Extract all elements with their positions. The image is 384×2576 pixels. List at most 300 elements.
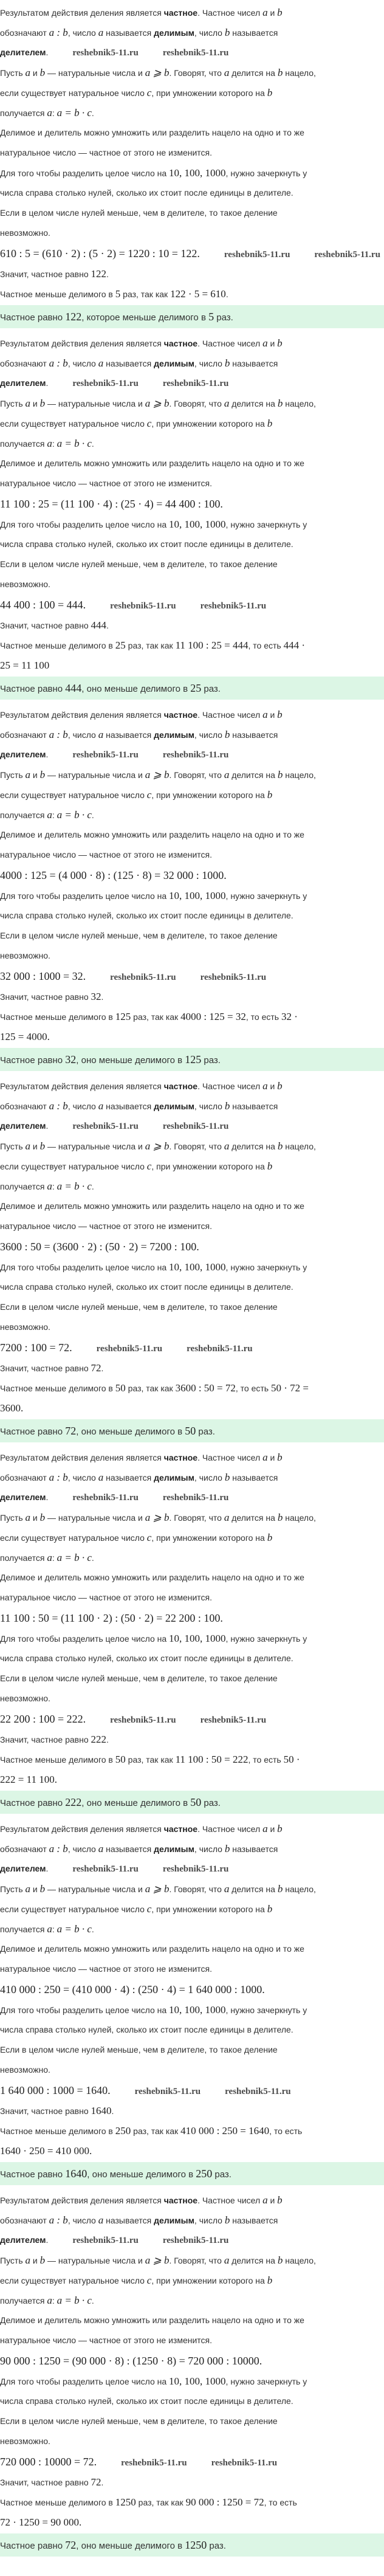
text: Результатом действия деления является — [0, 2195, 164, 2205]
text: называется — [103, 1473, 154, 1483]
text: Частное меньше делимого в — [0, 1755, 115, 1765]
text: , то есть — [235, 1383, 271, 1393]
bold-term: делимым — [154, 1101, 194, 1111]
text: получается — [0, 108, 47, 118]
text: , оно меньше делимого в — [76, 2541, 185, 2551]
math: 10, 100, 1000 — [169, 2004, 226, 2016]
text: получается — [0, 810, 47, 820]
math: 72 — [65, 2539, 77, 2551]
divisible-line — [0, 1527, 384, 1548]
math: a — [224, 1140, 230, 1152]
zeros-line — [0, 886, 384, 906]
text: . Говорят, что — [169, 1142, 224, 1151]
math: a — [224, 1512, 230, 1523]
impossible-line — [0, 203, 384, 223]
text: , число — [194, 1844, 225, 1854]
divisible-line — [0, 413, 384, 433]
text: если существует натуральное число — [0, 2276, 147, 2285]
text: если существует натуральное число — [0, 419, 147, 429]
calculation — [0, 1709, 384, 1729]
text: называется — [103, 730, 154, 740]
zeros-line — [0, 1628, 384, 1648]
text: нацело, — [283, 68, 316, 78]
text: Результатом действия деления является — [0, 710, 164, 720]
intro-line — [0, 745, 384, 765]
text: раз, так как — [125, 1755, 176, 1765]
watermark: reshebnik5-11.ru — [314, 250, 380, 260]
math: b — [224, 2214, 230, 2226]
text: . — [91, 1553, 94, 1563]
text: , число — [194, 28, 225, 38]
calculation-text: 11 100 : 50 = (11 100 · 2) : (50 · 2) = 22 200 : 100. — [0, 1612, 223, 1624]
text: числа справа столько нулей, сколько их стоит после единицы в делителе. — [0, 2396, 293, 2406]
watermark: reshebnik5-11.ru — [225, 2087, 291, 2096]
text: , нужно зачеркнуть у — [225, 1262, 307, 1272]
text: . — [91, 1924, 94, 1934]
math: 1640 · 250 = 410 000. — [0, 2145, 92, 2157]
text: натуральное число — частное от этого не изменится. — [0, 478, 213, 488]
math: a — [47, 1180, 52, 1192]
therefore-line — [0, 1729, 384, 1749]
text: обозначают — [0, 359, 49, 368]
calculation — [0, 594, 384, 615]
text: называется — [103, 1844, 154, 1854]
text: Значит, частное равно — [0, 2478, 91, 2487]
text: . — [46, 1121, 49, 1131]
math: a : b — [49, 1100, 68, 1112]
bold-term: делимым — [154, 1844, 194, 1854]
divisible-line — [0, 1879, 384, 1899]
text: и — [267, 1081, 278, 1091]
math: a — [47, 809, 52, 821]
bold-term: делителем — [0, 47, 46, 57]
text: невозможно. — [0, 579, 50, 589]
bold-term: делителем — [0, 1864, 46, 1873]
text: Частное меньше делимого в — [0, 1383, 115, 1393]
math: b — [224, 1472, 230, 1483]
math: b — [277, 2254, 283, 2266]
text: раз, так как — [125, 641, 176, 650]
divisible-line — [0, 2290, 384, 2310]
math: b — [224, 1843, 230, 1855]
text: если существует натуральное число — [0, 1533, 147, 1543]
impossible-line — [0, 946, 384, 966]
therefore-line — [0, 615, 384, 635]
divisible-line — [0, 1507, 384, 1527]
intro-line — [0, 2210, 384, 2230]
calculation-text: 610 : 5 = (610 · 2) : (5 · 2) = 1220 : 10 = 122. — [0, 247, 200, 260]
text: : — [52, 1182, 57, 1191]
text: . — [91, 2296, 94, 2306]
text: : — [52, 108, 57, 118]
text: . — [46, 1864, 49, 1873]
math: 50 · 72 = — [270, 1382, 309, 1394]
text: . Говорят, что — [169, 2256, 224, 2265]
text: , при умножении которого на — [151, 1904, 267, 1914]
math: b — [267, 418, 273, 429]
text: натуральное число — частное от этого не изменится. — [0, 2335, 213, 2345]
divisible-line — [0, 1136, 384, 1156]
watermark: reshebnik5-11.ru — [162, 1864, 229, 1874]
bold-term: частное — [163, 1453, 198, 1462]
calculation-text: 4000 : 125 = (4 000 · 8) : (125 · 8) = 32 000 : 1000. — [0, 869, 227, 881]
math: 410 000 : 250 = 1640 — [180, 2125, 270, 2137]
text: Делимое и делитель можно умножить или разделить нацело на одно и то же — [0, 2315, 304, 2325]
math: b — [277, 337, 283, 349]
watermark: reshebnik5-11.ru — [110, 973, 176, 982]
math: 222 — [91, 1734, 107, 1745]
impossible-line — [0, 1297, 384, 1317]
text: Для того чтобы разделить целое число на — [0, 2377, 170, 2386]
text: Для того чтобы разделить целое число на — [0, 1634, 170, 1644]
text: делится на — [229, 1142, 278, 1151]
impossible-line — [0, 2040, 384, 2060]
bold-term: частное — [163, 710, 198, 720]
text: Частное меньше делимого в — [0, 1012, 115, 1022]
math: a ⩾ b — [145, 1883, 170, 1895]
calculation — [0, 966, 384, 987]
text: и — [267, 710, 278, 720]
math: b — [277, 2194, 283, 2206]
intro-line — [0, 43, 384, 63]
math: a ⩾ b — [145, 67, 170, 78]
therefore-line — [0, 264, 384, 284]
text: невозможно. — [0, 1693, 50, 1703]
text: раз, так как — [131, 1012, 181, 1022]
watermark: reshebnik5-11.ru — [162, 48, 229, 58]
math: b — [267, 2275, 273, 2286]
text: . Частное чисел — [197, 1081, 263, 1091]
text: : — [52, 1553, 57, 1563]
divisible-line — [0, 805, 384, 825]
math: b — [267, 1532, 273, 1543]
math: 10, 100, 1000 — [169, 518, 226, 530]
intro-line — [0, 373, 384, 393]
watermark: reshebnik5-11.ru — [134, 2087, 201, 2096]
text: раз. — [201, 1055, 221, 1066]
text: называется — [230, 730, 278, 740]
intro-line — [0, 704, 384, 725]
text: делится на — [229, 770, 278, 780]
text: раз, так как — [120, 289, 171, 299]
zeros-line — [0, 1648, 384, 1669]
math: 125 = 4000. — [0, 1031, 50, 1042]
zeros-line — [0, 1257, 384, 1277]
invariance-line — [0, 1588, 384, 1608]
invariance-line — [0, 825, 384, 845]
calculation — [0, 1236, 384, 1257]
bold-term: частное — [163, 2195, 198, 2205]
math: 222 — [65, 1796, 82, 1808]
math: b — [277, 769, 283, 780]
math: b — [267, 789, 273, 801]
comparison-line — [0, 635, 384, 655]
watermark: reshebnik5-11.ru — [200, 973, 267, 982]
calculation-text: 1 640 000 : 1000 = 1640. — [0, 2084, 111, 2096]
solution-section — [0, 1445, 384, 1814]
text: : — [52, 810, 57, 820]
calculation-text: 11 100 : 25 = (11 100 · 4) : (25 · 4) = 44 400 : 100. — [0, 498, 223, 510]
bold-term: делителем — [0, 378, 46, 388]
calculation — [0, 1337, 384, 1358]
text: и — [30, 770, 40, 780]
math: 250 — [115, 2125, 131, 2137]
text: Результатом действия деления является — [0, 1453, 164, 1462]
calculation-text: 410 000 : 250 = (410 000 · 4) : (250 · 4) = 1 640 000 : 1000. — [0, 1983, 265, 1996]
text: , оно меньше делимого в — [81, 684, 191, 694]
text: Частное равно — [0, 2541, 66, 2551]
text: , нужно зачеркнуть у — [225, 168, 307, 178]
text: , оно меньше делимого в — [76, 1055, 185, 1066]
math: a — [224, 2254, 230, 2266]
math: c — [146, 1160, 152, 1172]
math: 10, 100, 1000 — [169, 1261, 226, 1273]
text: , то есть — [248, 1755, 284, 1765]
math: 3600. — [0, 1402, 24, 1414]
text: Частное равно — [0, 684, 66, 694]
invariance-line — [0, 123, 384, 143]
text: числа справа столько нулей, сколько их стоит после единицы в делителе. — [0, 539, 293, 549]
math: c — [146, 2275, 152, 2286]
invariance-line — [0, 1568, 384, 1588]
math: b — [224, 729, 230, 740]
invariance-line — [0, 1216, 384, 1236]
math: b — [267, 1160, 273, 1172]
answer-box — [0, 305, 384, 328]
text: Пусть — [0, 1142, 26, 1151]
math: 90 000 : 1250 = 72 — [185, 2496, 264, 2508]
intro-line — [0, 1859, 384, 1879]
text: . — [106, 269, 109, 279]
divisible-line — [0, 1919, 384, 1939]
text: . — [91, 1182, 94, 1191]
invariance-line — [0, 474, 384, 494]
text: Частное равно — [0, 1055, 66, 1066]
calculation — [0, 1608, 384, 1628]
text: невозможно. — [0, 951, 50, 960]
text: , при умножении которого на — [151, 1162, 267, 1171]
impossible-line — [0, 574, 384, 594]
text: , нужно зачеркнуть у — [225, 1634, 307, 1644]
invariance-line — [0, 2330, 384, 2350]
text: , число — [194, 2216, 225, 2225]
divisible-line — [0, 1548, 384, 1568]
math: b — [277, 1823, 283, 1834]
text: невозможно. — [0, 2436, 50, 2446]
solution-section — [0, 331, 384, 700]
text: , число — [67, 359, 98, 368]
math: 122 — [91, 268, 107, 280]
answer-box — [0, 1048, 384, 1071]
comparison-line — [0, 1398, 384, 1418]
math: 444 — [65, 682, 82, 694]
bold-term: частное — [163, 1081, 198, 1091]
math: b — [277, 1080, 283, 1092]
math: 125 — [115, 1011, 131, 1022]
text: , число — [194, 1473, 225, 1483]
text: Для того чтобы разделить целое число на — [0, 2005, 170, 2015]
math: a ⩾ b — [145, 2254, 170, 2266]
therefore-line — [0, 1358, 384, 1378]
text: Делимое и делитель можно умножить или разделить нацело на одно и то же — [0, 1944, 304, 1954]
text: . — [46, 378, 49, 388]
math: 4000 : 125 = 32 — [180, 1011, 246, 1022]
math: 5 — [115, 288, 121, 300]
text: , при умножении которого на — [151, 1533, 267, 1543]
calculation — [0, 2080, 384, 2101]
text: Если в целом числе нулей меньше, чем в делителе, то такое деление — [0, 931, 278, 940]
divisible-line — [0, 765, 384, 785]
invariance-line — [0, 1939, 384, 1959]
text: . Частное чисел — [197, 8, 263, 18]
math: 1640 — [91, 2105, 112, 2116]
text: нацело, — [283, 1884, 316, 1894]
text: Значит, частное равно — [0, 2106, 91, 2116]
text: Делимое и делитель можно умножить или разделить нацело на одно и то же — [0, 1572, 304, 1582]
zeros-line — [0, 534, 384, 554]
text: , то есть — [245, 1012, 281, 1022]
math: 1640 — [65, 2168, 87, 2180]
watermark: reshebnik5-11.ru — [72, 750, 139, 760]
math: a — [98, 2214, 104, 2226]
text: . — [91, 439, 94, 449]
text: называется — [230, 28, 278, 38]
comparison-line — [0, 2121, 384, 2141]
text: . Частное чисел — [197, 2195, 263, 2205]
intro-line — [0, 1096, 384, 1116]
divisible-line — [0, 393, 384, 413]
math: 10, 100, 1000 — [169, 2375, 226, 2387]
math: a — [25, 1140, 31, 1152]
text: называется — [103, 1101, 154, 1111]
therefore-line — [0, 2472, 384, 2492]
intro-line — [0, 22, 384, 43]
text: делится на — [229, 1513, 278, 1523]
text: , число — [194, 359, 225, 368]
zeros-line — [0, 183, 384, 203]
text: Пусть — [0, 770, 26, 780]
math: a : b — [49, 357, 68, 369]
text: Делимое и делитель можно умножить или разделить нацело на одно и то же — [0, 1201, 304, 1211]
math: b — [224, 357, 230, 369]
comparison-line — [0, 284, 384, 304]
text: и — [30, 68, 40, 78]
math: a = b · c — [57, 1552, 92, 1563]
calculation — [0, 494, 384, 514]
math: a — [25, 1883, 31, 1895]
text: Значит, частное равно — [0, 621, 91, 630]
text: . Говорят, что — [169, 770, 224, 780]
text: и — [30, 1513, 40, 1523]
text: если существует натуральное число — [0, 790, 147, 800]
math: a — [262, 2194, 268, 2206]
text: Делимое и делитель можно умножить или разделить нацело на одно и то же — [0, 830, 304, 839]
text: . Частное чисел — [197, 710, 263, 720]
math: a ⩾ b — [145, 1512, 170, 1523]
divisible-line — [0, 2270, 384, 2290]
math: 222 = 11 100. — [0, 1774, 57, 1785]
text: раз. — [201, 684, 221, 694]
text: и — [30, 1142, 40, 1151]
text: и — [267, 339, 278, 348]
math: a — [98, 1472, 104, 1483]
zeros-line — [0, 163, 384, 183]
calculation-text: 3600 : 50 = (3600 · 2) : (50 · 2) = 7200 : 100. — [0, 1241, 199, 1253]
bold-term: частное — [163, 8, 198, 18]
math: a — [98, 1843, 104, 1855]
bold-term: делимым — [154, 2216, 194, 2225]
math: a — [25, 67, 31, 78]
text: раз, так как — [125, 1383, 176, 1393]
text: называется — [230, 1844, 278, 1854]
solution-section — [0, 0, 384, 328]
text: Частное меньше делимого в — [0, 289, 115, 299]
text: . Говорят, что — [169, 68, 224, 78]
watermark: reshebnik5-11.ru — [211, 2458, 278, 2468]
math: b — [224, 27, 230, 38]
text: натуральное число — частное от этого не изменится. — [0, 1964, 213, 1974]
math: a — [25, 2254, 31, 2266]
calculation — [0, 865, 384, 886]
text: Делимое и делитель можно умножить или разделить нацело на одно и то же — [0, 128, 304, 137]
calculation — [0, 2350, 384, 2371]
text: невозможно. — [0, 228, 50, 238]
intro-line — [0, 725, 384, 745]
text: Результатом действия деления является — [0, 1824, 164, 1834]
text: . — [46, 1492, 49, 1502]
text: раз, так как — [131, 2126, 181, 2136]
text: если существует натуральное число — [0, 1162, 147, 1171]
text: называется — [103, 2216, 154, 2225]
math: 72 · 1250 = 90 000. — [0, 2516, 82, 2528]
text: — натуральные числа и — [45, 68, 145, 78]
answer-box — [0, 1791, 384, 1814]
text: , число — [67, 1844, 98, 1854]
math: a — [47, 2295, 52, 2306]
math: b — [277, 1883, 283, 1895]
math: b — [224, 1100, 230, 1112]
text: Частное меньше делимого в — [0, 2498, 115, 2507]
math: b — [39, 2254, 46, 2266]
watermark: reshebnik5-11.ru — [162, 379, 229, 388]
intro-line — [0, 2190, 384, 2210]
text: делится на — [229, 68, 278, 78]
zeros-line — [0, 2020, 384, 2040]
math: a — [262, 1452, 268, 1463]
comparison-line — [0, 1007, 384, 1027]
text: , при умножении которого на — [151, 2276, 267, 2285]
watermark: reshebnik5-11.ru — [200, 1715, 267, 1725]
text: . Частное чисел — [197, 1453, 263, 1462]
text: — натуральные числа и — [45, 399, 145, 408]
zeros-line — [0, 2391, 384, 2411]
text: . Частное чисел — [197, 339, 263, 348]
math: 72 — [65, 1425, 77, 1437]
text: Частное меньше делимого в — [0, 2126, 115, 2136]
comparison-line — [0, 2492, 384, 2512]
text: . — [111, 2106, 114, 2116]
invariance-line — [0, 1196, 384, 1216]
text: . Говорят, что — [169, 1513, 224, 1523]
text: раз. — [207, 2541, 226, 2551]
math: a = b · c — [57, 438, 92, 449]
math: 72 — [91, 1362, 101, 1374]
intro-line — [0, 1116, 384, 1136]
math: a — [262, 7, 268, 18]
text: , число — [67, 1101, 98, 1111]
bold-term: частное — [163, 1824, 198, 1834]
impossible-line — [0, 1669, 384, 1689]
